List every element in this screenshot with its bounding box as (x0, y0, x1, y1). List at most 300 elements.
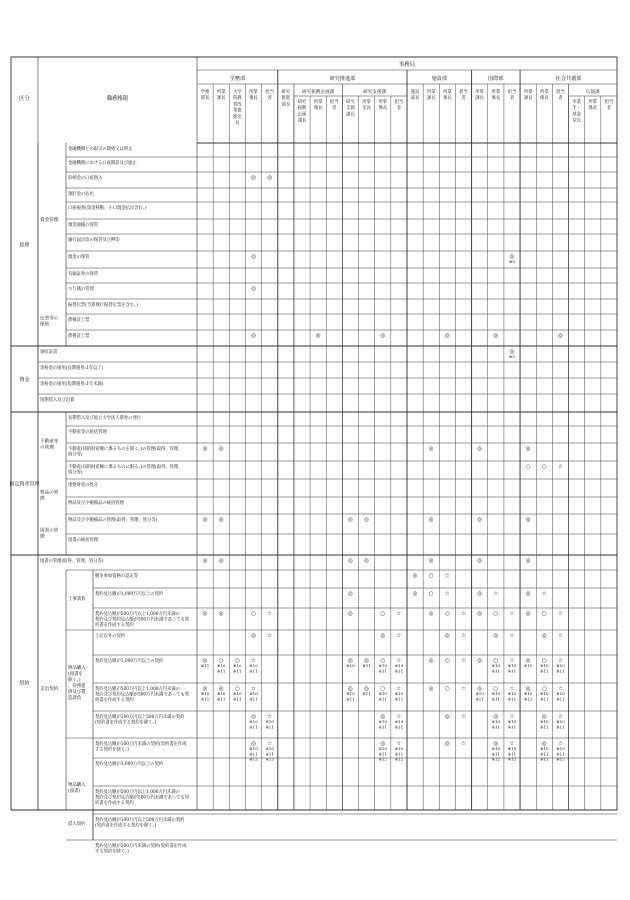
cell-mark: ※10 (249, 663, 258, 669)
cell-mark: ◎ (202, 658, 208, 664)
column-header: 担当 (394, 100, 404, 105)
cell-mark: ◎ (251, 286, 256, 292)
row-label: 口座振替(資金移動、小口現金払出含む。) (68, 206, 147, 211)
cell-mark: ◎ (202, 558, 208, 564)
cell-mark: ※10 (556, 719, 565, 725)
group-label: (図書を (68, 672, 83, 677)
department-label: 社会共創部 (555, 76, 582, 82)
cell-mark: ◎ (428, 517, 434, 523)
cell-mark: ※5 (509, 354, 515, 360)
cell-mark: ☆ (461, 686, 467, 692)
cell-mark: ※10 (265, 719, 274, 725)
cell-mark: ☆ (557, 611, 563, 617)
column-header: 所掌 (475, 90, 484, 95)
cell-mark: ※10 (217, 663, 226, 669)
group-label: 物品購入 (68, 666, 86, 671)
cell-mark: ※11 (200, 696, 210, 702)
group-label: 、役務提 (68, 684, 86, 689)
cell-mark: ◎ (348, 658, 353, 664)
division-label: 広報課 (585, 90, 600, 95)
column-header: 係長 (491, 96, 501, 102)
cell-mark: ○ (444, 658, 450, 664)
category-label: 契約 (19, 680, 30, 687)
cell-mark: ◎ (541, 633, 547, 639)
cell-mark: ◎ (251, 333, 256, 339)
cell-mark: ☆ (396, 658, 402, 664)
cell-mark: ◎ (477, 591, 483, 597)
column-header: 者 (396, 106, 402, 112)
cell-mark: ※10 (394, 663, 404, 669)
cell-mark: ※11 (217, 696, 226, 702)
column-header: 担当 (459, 90, 468, 95)
cell-mark: ◎ (428, 446, 434, 452)
cell-mark: ◎ (525, 558, 531, 564)
cell-mark: ※11 (346, 696, 355, 702)
column-header: 部長 (200, 96, 210, 102)
group-label: 供及び製 (68, 690, 86, 695)
cell-mark: ◎ (428, 558, 434, 564)
division-label: 研究支援課 (363, 90, 387, 95)
cell-mark: ◎ (525, 446, 531, 452)
subcategory-label: 物品の管 (40, 490, 59, 496)
cell-mark: ☆ (493, 591, 499, 597)
cell-mark: ◎ (251, 741, 256, 747)
column-header: 課長 (426, 96, 436, 102)
row-label: 競争参加資格の認定等 (95, 574, 138, 579)
cell-mark: ※10 (523, 691, 533, 697)
cell-mark: ※10 (346, 663, 355, 669)
cell-mark: ◎ (525, 591, 531, 597)
group-label: 物品購入 (68, 783, 86, 788)
column-header: 企画 (297, 112, 307, 118)
cell-mark: ☆ (557, 658, 563, 664)
cell-mark: ※10 (378, 746, 387, 752)
cell-mark: ☆ (461, 714, 467, 720)
cell-mark: ☆ (267, 611, 273, 617)
column-header: 施設 (410, 90, 420, 95)
cell-mark: ○ (380, 611, 386, 617)
cell-mark: ◎ (251, 175, 256, 181)
cell-mark: ☆ (251, 658, 257, 664)
cell-mark: ☆ (557, 714, 563, 720)
cell-mark: ※11 (394, 668, 404, 674)
cell-mark: ※11 (378, 751, 387, 757)
cell-mark: ◎ (251, 633, 256, 639)
row-label: 銀行届出印の保管及び押印 (68, 238, 120, 243)
cell-mark: ※12 (378, 756, 387, 762)
row-label: 処分等) (68, 470, 83, 476)
cell-mark: ☆ (461, 741, 467, 747)
column-header: 課長 (346, 112, 355, 118)
column-header: 係長 (540, 96, 549, 102)
cell-mark: ◎ (380, 714, 386, 720)
group-label: 工事請負 (68, 597, 86, 602)
column-header: 生・ (572, 106, 581, 112)
department-label: 学務部 (229, 76, 246, 82)
cell-mark: ※11 (507, 751, 517, 757)
cell-mark: ※10 (556, 746, 565, 752)
cell-mark: ※11 (265, 751, 274, 757)
row-label: (契約書を作成する契約を除く。) (95, 720, 157, 726)
row-label: 不動産等の統括管理 (68, 430, 107, 435)
column-header: 所掌 (491, 90, 501, 95)
cell-mark: ☆ (267, 714, 273, 720)
category-label: 固定資産管理 (9, 481, 40, 488)
cell-mark: ※10 (249, 719, 258, 725)
cell-mark: ※10 (507, 719, 517, 725)
column-header: 所掌 (362, 100, 371, 105)
row-label: 約書を作成する契約 (95, 801, 134, 807)
cell-mark: ☆ (461, 611, 467, 617)
cell-mark: ◎ (218, 686, 224, 692)
cell-mark: ◎ (428, 686, 434, 692)
cell-mark: ※11 (233, 668, 242, 674)
row-label: 金融機関との取引の開始又は終止 (68, 147, 133, 152)
subcategory-label: 伝票等の (40, 316, 59, 322)
cell-mark: ◎ (218, 611, 224, 617)
column-header: 所掌 (216, 90, 226, 95)
cell-mark: ◎ (509, 349, 515, 355)
cell-mark: ※10 (507, 746, 517, 752)
row-label: 収納金の口座預入 (68, 176, 103, 181)
row-label: 契約見込額が500万円以上1,000万円未満の (95, 687, 180, 692)
cell-mark: ※10 (217, 691, 226, 697)
cell-mark: ※12 (491, 756, 501, 762)
cell-mark: ※11 (491, 724, 501, 730)
cell-mark: ※10 (523, 663, 533, 669)
cell-mark: ※11 (362, 691, 371, 697)
cell-mark: ○ (380, 658, 386, 664)
cell-mark: ◎ (218, 517, 224, 523)
subcategory-label: 不動産等 (40, 439, 59, 445)
cell-mark: ※11 (249, 724, 258, 730)
cell-mark: ※11 (507, 724, 517, 730)
row-label: 金融機関における口座開設及び廃止 (68, 161, 137, 166)
row-label: 図書の管理(取得、管理、処分等) (40, 559, 104, 564)
row-label: 契約見込額が100万円未満の契約(契約書を作成 (95, 742, 187, 747)
cell-mark: ◎ (202, 686, 208, 692)
column-header: 所掌 (443, 90, 452, 95)
cell-mark: ○ (218, 658, 224, 664)
cell-mark: ☆ (509, 686, 515, 692)
cell-mark: ☆ (557, 633, 563, 639)
cell-mark: ◎ (541, 741, 547, 747)
cell-mark: ○ (234, 658, 240, 664)
cell-mark: ※5 (509, 259, 515, 265)
cell-mark: ※10 (491, 663, 501, 669)
cell-mark: ◎ (525, 658, 531, 664)
column-header: 振興 (297, 106, 307, 112)
cell-mark: ◎ (348, 558, 353, 564)
column-header: 担当 (556, 90, 565, 95)
row-label: 約書を作成する契約 (95, 698, 134, 704)
cell-mark: ※10 (394, 746, 404, 752)
cell-mark: ※10 (491, 691, 501, 697)
cell-mark: ◎ (348, 517, 353, 523)
cell-mark: ※10 (249, 691, 258, 697)
row-label: (契約書を作成する契約を除く。) (95, 823, 157, 829)
cell-mark: ☆ (396, 611, 402, 617)
cell-mark: ○ (428, 573, 434, 579)
cell-mark: ◎ (348, 611, 353, 617)
cell-mark: ※11 (556, 724, 565, 730)
row-label: する契約を除く。) (95, 747, 129, 753)
group-label: 除く。) (68, 678, 81, 683)
cell-mark: ◎ (315, 333, 321, 339)
row-label: 債務計上票 (68, 334, 90, 339)
cell-mark: ◎ (558, 333, 563, 339)
header-jimukyoku: 事務局 (398, 62, 416, 68)
cell-mark: ※11 (249, 668, 258, 674)
cell-mark: ☆ (509, 714, 515, 720)
cell-mark: ※10 (249, 746, 258, 752)
cell-mark: ※11 (394, 751, 404, 757)
column-header: 室長 (362, 106, 371, 112)
cell-mark: ※11 (540, 724, 549, 730)
cell-mark: ○ (493, 611, 499, 617)
row-label: 契約見込額が1,000万円以上の契約 (95, 762, 164, 767)
cell-mark: ※10 (540, 746, 549, 752)
cell-mark: ◎ (267, 175, 273, 181)
cell-mark: ☆ (509, 611, 515, 617)
row-label: 契約見込額が100万円以上500万円未満の契約 (95, 818, 185, 823)
row-label: する契約を除く。) (95, 849, 129, 855)
cell-mark: ※10 (233, 691, 242, 697)
cell-mark: ※10 (491, 719, 501, 725)
cell-mark: ◎ (541, 714, 547, 720)
cell-mark: ◎ (202, 611, 208, 617)
row-label: 物品及び少額備品の管理(取得、管理、処分等) (68, 518, 158, 523)
cell-mark: ☆ (251, 686, 257, 692)
cell-mark: ☆ (509, 633, 515, 639)
cell-mark: ※10 (507, 663, 517, 669)
row-label: 短期借入及び出資 (40, 398, 75, 403)
column-header: 所掌 (313, 100, 323, 105)
cell-mark: ※10 (378, 691, 387, 697)
group-label: 借入契約 (68, 822, 86, 827)
cell-mark: ※10 (394, 691, 404, 697)
row-label: 物品及び少額備品の統括管理 (68, 501, 124, 506)
cell-mark: ☆ (557, 686, 563, 692)
column-header: 基金 (572, 112, 581, 118)
cell-mark: ◎ (477, 558, 483, 564)
cell-mark: ※10 (556, 663, 565, 669)
cell-mark: ○ (541, 658, 547, 664)
cell-mark: ☆ (267, 741, 273, 747)
row-label: 契約見込額が500万円以上1,000万円未満の (95, 790, 180, 795)
cell-mark: ☆ (541, 591, 547, 597)
cell-mark: ※10 (233, 663, 242, 669)
cell-mark: ○ (251, 611, 256, 617)
cell-mark: ○ (541, 686, 547, 692)
cell-mark: ※11 (249, 696, 258, 702)
cell-mark: ◎ (348, 591, 353, 597)
cell-mark: ◎ (428, 611, 434, 617)
column-header: 推進 (281, 96, 291, 102)
cell-mark: ☆ (444, 573, 450, 579)
column-header: 研究 (346, 100, 355, 105)
category-label: 経理 (19, 242, 30, 249)
cell-mark: ☆ (461, 633, 467, 639)
row-label: 処分等) (68, 452, 83, 458)
column-header: 係長 (588, 106, 598, 112)
cell-mark: ※10 (378, 719, 387, 725)
row-label: 現金の保管 (68, 255, 90, 260)
cell-mark: ※12 (394, 756, 404, 762)
cell-mark: ◎ (364, 517, 370, 523)
row-label: 契約見込額が100万円以上500万円未満の契約 (95, 715, 185, 720)
cell-mark: ※12 (556, 756, 565, 762)
cell-mark: ◎ (493, 333, 499, 339)
cell-mark: ☆ (444, 591, 450, 597)
cell-mark: ◎ (251, 714, 256, 720)
cell-mark: ☆ (396, 714, 402, 720)
cell-mark: ◎ (477, 517, 483, 523)
subcategory-label: 図書の管 (40, 528, 59, 534)
row-label: 不動産(知的財産権に係るものを除く。)の管理(取得、管理、 (68, 447, 183, 452)
cell-mark: ◎ (348, 686, 353, 692)
column-header: 研究 (297, 100, 307, 105)
cell-mark: ※11 (217, 668, 226, 674)
cell-mark: ☆ (509, 658, 515, 664)
column-header: 所掌 (378, 100, 388, 105)
column-header: 進室 (233, 114, 242, 120)
row-label: 契約及び契約見込額が500万円未満であっても契 (95, 692, 190, 698)
cell-mark: ※11 (249, 751, 258, 757)
cell-mark: ◎ (202, 517, 208, 523)
cell-mark: ◎ (428, 658, 434, 664)
cell-mark: ○ (493, 686, 499, 692)
group-label: (図書) (68, 789, 81, 794)
cell-mark: ※11 (556, 696, 565, 702)
cell-mark: ※10 (540, 719, 549, 725)
row-label: つり銭の管理 (68, 287, 94, 292)
row-label: 有価証券の保管 (68, 272, 99, 277)
column-header: 課長 (297, 118, 307, 124)
cell-mark: ※10 (507, 691, 517, 697)
cell-mark: ※12 (540, 756, 549, 762)
cell-mark: ◎ (380, 741, 386, 747)
column-header: 係長 (443, 96, 452, 102)
cell-mark: ◎ (444, 633, 450, 639)
cell-mark: ※11 (556, 668, 565, 674)
column-header: 長 (235, 121, 240, 126)
cell-mark: ○ (541, 611, 547, 617)
column-header: 者 (558, 96, 563, 102)
cell-mark: ◎ (477, 658, 483, 664)
column-header: 所掌 (523, 90, 533, 95)
cell-mark: ◎ (218, 558, 224, 564)
cell-mark: ◎ (364, 658, 370, 664)
cell-mark: ※11 (523, 696, 533, 702)
department-label: 国際部 (488, 76, 504, 82)
cell-mark: ※11 (491, 751, 501, 757)
subcategory-label: 理 (40, 534, 45, 540)
row-label: 不動産(知的財産権に係るものに限る。)の管理(取得、管理、 (68, 465, 183, 470)
row-label: 契約見込額が1,000万円以上の契約 (95, 592, 164, 597)
cell-mark: ☆ (267, 633, 273, 639)
row-label: 領収証書 (40, 350, 58, 355)
column-header: 卒業 (572, 100, 581, 105)
header-shokumu: 職務権限 (106, 96, 129, 102)
cell-mark: ☆ (509, 741, 515, 747)
cell-mark: ※12 (507, 756, 517, 762)
cell-mark: ※11 (362, 663, 371, 669)
column-header: 者 (461, 96, 466, 102)
row-label: 約書を作成する契約 (95, 623, 134, 629)
column-header: 担当 (330, 100, 339, 105)
cell-mark: ◎ (477, 686, 483, 692)
cell-mark: ※10 (475, 691, 484, 697)
cell-mark: ◎ (202, 446, 208, 452)
row-label: 預貯金の払出 (68, 192, 94, 197)
header-kubun: 区分 (19, 96, 30, 102)
column-header: 担当 (265, 90, 274, 95)
column-header: 係長 (378, 106, 388, 112)
column-header: 部長 (281, 102, 291, 108)
division-label: 研究振興企画課 (302, 90, 335, 95)
column-header: 支援 (346, 106, 355, 112)
cell-mark: ※10 (346, 691, 355, 697)
cell-mark: ◎ (380, 333, 386, 339)
column-header: 担当 (507, 90, 517, 95)
column-header: 所掌 (588, 100, 598, 105)
row-label: 契約見込額が500万円以上1,000万円未満の (95, 612, 180, 617)
column-header: 所掌 (426, 90, 436, 95)
cell-mark: ○ (493, 658, 499, 664)
cell-mark: ☆ (396, 686, 402, 692)
subcategory-label: 資金管理 (40, 218, 59, 223)
row-label: 振替伝票(予算執行振替伝票を含む。) (68, 303, 138, 308)
cell-mark: ※10 (491, 746, 501, 752)
column-header: 者 (267, 96, 272, 102)
column-header: 所掌 (540, 90, 549, 95)
column-header: 者 (332, 106, 337, 112)
cell-mark: ◎ (444, 714, 450, 720)
cell-mark: ※10 (540, 663, 549, 669)
cell-mark: ◎ (380, 633, 386, 639)
subcategory-label: 支出契約 (40, 687, 59, 692)
row-label: 預金通帳の保管 (68, 223, 99, 228)
column-header: 担当 (604, 100, 614, 105)
department-label: 施設部 (431, 76, 448, 82)
row-label: 契約及び契約見込額が500万円未満であっても契 (95, 617, 190, 623)
cell-mark: ※11 (556, 751, 565, 757)
column-header: 係長 (249, 96, 258, 102)
cell-mark: ◎ (493, 714, 499, 720)
column-header: 課長 (523, 96, 533, 102)
cell-mark: ※10 (394, 719, 404, 725)
cell-mark: ○ (525, 464, 531, 470)
cell-mark: ◎ (493, 633, 499, 639)
column-header: 院教 (233, 96, 242, 102)
column-header: 係長 (313, 106, 323, 112)
cell-mark: ○ (541, 464, 547, 470)
column-header: 課長 (216, 96, 226, 102)
cell-mark: ※10 (556, 691, 565, 697)
cell-mark: ◎ (251, 254, 256, 260)
column-header: 学務 (200, 90, 210, 95)
cell-mark: ☆ (396, 741, 402, 747)
cell-mark: ※11 (540, 696, 549, 702)
cell-mark: ◎ (412, 573, 418, 579)
row-label: 契約及び契約見込額が500万円未満であっても契 (95, 795, 190, 801)
cell-mark: ◎ (509, 254, 515, 260)
cell-mark: ☆ (396, 633, 402, 639)
cell-mark: ※11 (233, 696, 242, 702)
subcategory-label: 理 (40, 496, 45, 502)
column-header: 室長 (572, 118, 581, 124)
